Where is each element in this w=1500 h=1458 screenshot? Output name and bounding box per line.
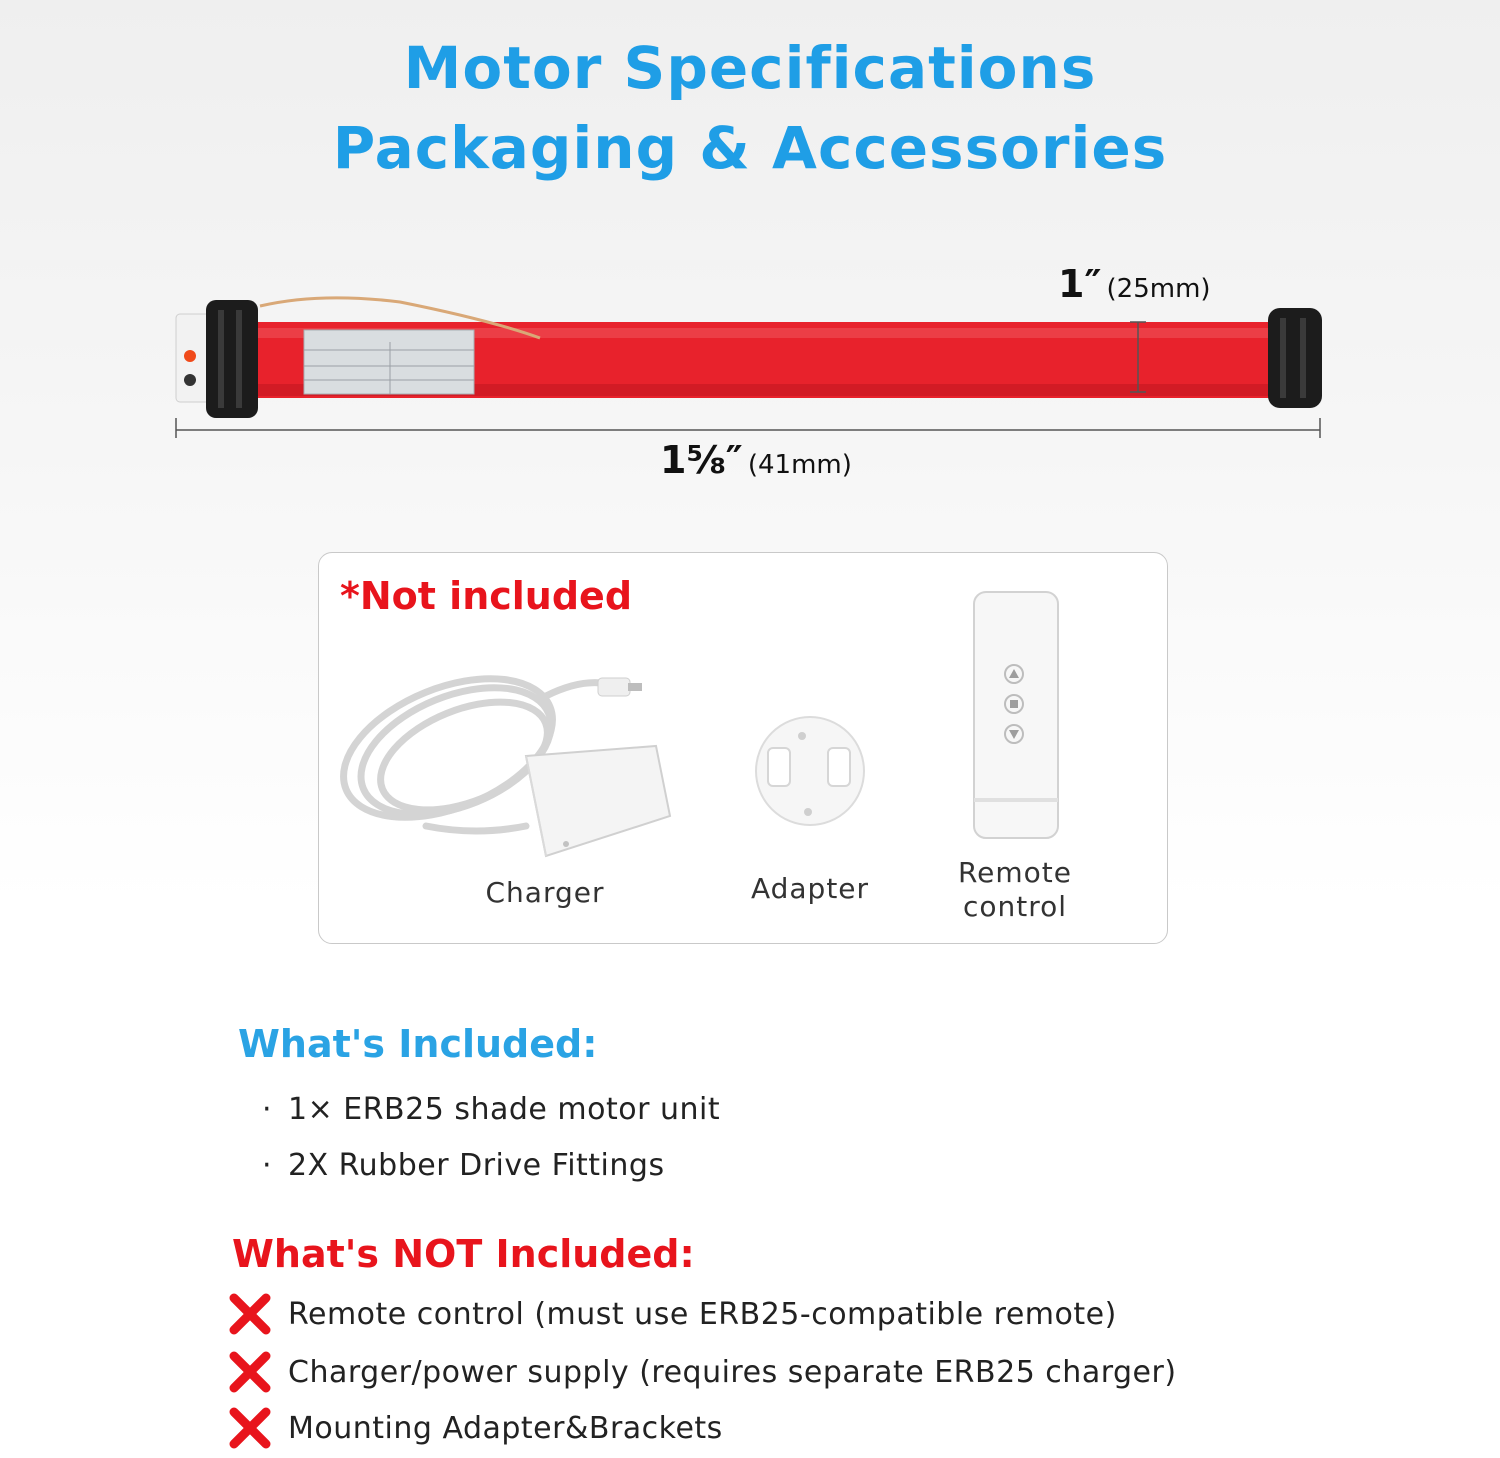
- page-title-line1: Motor Specifications: [403, 34, 1097, 102]
- red-cross-icon: [226, 1350, 272, 1394]
- not-included-title: *Not included: [340, 574, 633, 618]
- list-item: [262, 1092, 720, 1127]
- remote-control-label: [930, 856, 1100, 924]
- included-title: What's Included:: [238, 1022, 598, 1066]
- remote-label-line2: control: [962, 890, 1068, 923]
- diameter-dimension: [1058, 262, 1211, 306]
- remote-label-line1: Remote: [957, 856, 1073, 889]
- adapter-icon: [750, 706, 870, 836]
- list-item: [226, 1292, 1117, 1336]
- list-item: [262, 1148, 665, 1183]
- included-item-text: 1× ERB25 shade motor unit: [288, 1092, 721, 1127]
- not-included-item-text: Charger/power supply (requires separate ERB25 charger): [288, 1354, 1177, 1390]
- adapter-label: Adapter: [750, 872, 870, 905]
- list-item: [226, 1406, 723, 1450]
- length-dimension: [660, 438, 852, 482]
- diameter-mm: (25mm): [1106, 274, 1211, 304]
- not-included-list-title: What's NOT Included:: [232, 1232, 695, 1276]
- length-inches: 1⅝″: [660, 438, 743, 482]
- not-included-item-text: Mounting Adapter&Brackets: [288, 1410, 723, 1446]
- page-title-line2: Packaging & Accessories: [332, 114, 1168, 182]
- bullet-icon: ·: [262, 1092, 273, 1127]
- charger-label: Charger: [485, 876, 605, 909]
- included-item-text: 2X Rubber Drive Fittings: [288, 1148, 665, 1183]
- length-mm: (41mm): [747, 450, 852, 480]
- bullet-icon: ·: [262, 1148, 273, 1183]
- charger-icon: [336, 656, 686, 866]
- not-included-item-text: Remote control (must use ERB25-compatible remote): [288, 1296, 1117, 1332]
- list-item: [226, 1350, 1177, 1394]
- diameter-inches: 1″: [1058, 262, 1102, 306]
- red-cross-icon: [226, 1292, 272, 1336]
- remote-icon: [968, 588, 1064, 844]
- red-cross-icon: [226, 1406, 272, 1450]
